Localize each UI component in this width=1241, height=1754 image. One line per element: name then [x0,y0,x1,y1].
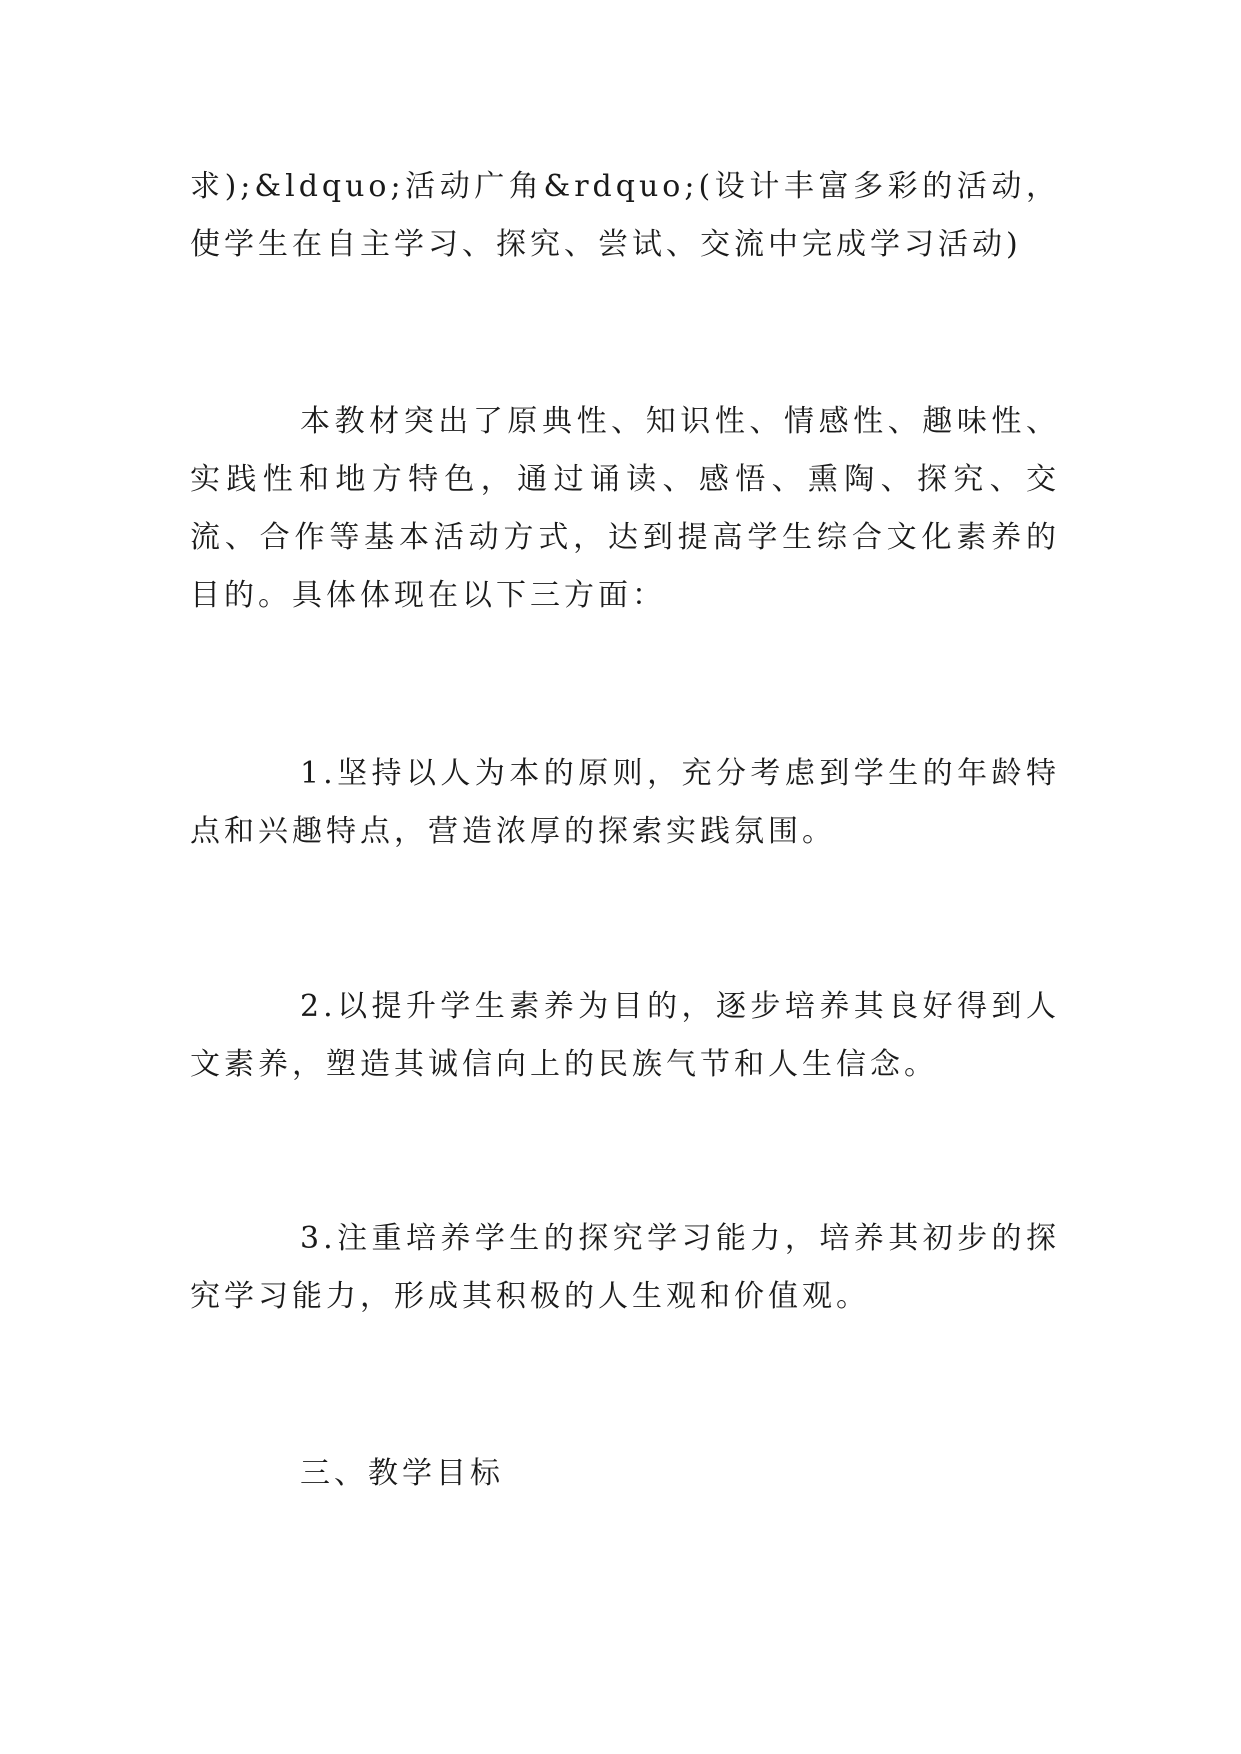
list-item-text: 2.以提升学生素养为目的，逐步培养其良好得到人文素养，塑造其诚信向上的民族气节和人生信念。 [190,989,1060,1082]
list-item-text: 1.坚持以人为本的原则，充分考虑到学生的年龄特点和兴趣特点，营造浓厚的探索实践氛围。 [190,756,1060,849]
section-heading-text: 三、教学目标 [300,1456,504,1491]
list-item-3 [190,1210,1060,1326]
paragraph-text: 求);&ldquo;活动广角&rdquo;(设计丰富多彩的活动，使学生在自主学习、探究、尝试、交流中完成学习活动) [190,169,1060,262]
list-item-1 [190,745,1060,861]
paragraph-continuation [190,158,1060,274]
section-heading [190,1445,1060,1503]
paragraph-intro [190,393,1060,625]
list-item-text: 3.注重培养学生的探究学习能力，培养其初步的探究学习能力，形成其积极的人生观和价值观。 [190,1221,1060,1314]
list-item-2 [190,978,1060,1094]
paragraph-text: 本教材突出了原典性、知识性、情感性、趣味性、实践性和地方特色，通过诵读、感悟、熏陶、探究、交流、合作等基本活动方式，达到提高学生综合文化素养的目的。具体体现在以下三方面： [190,404,1060,613]
